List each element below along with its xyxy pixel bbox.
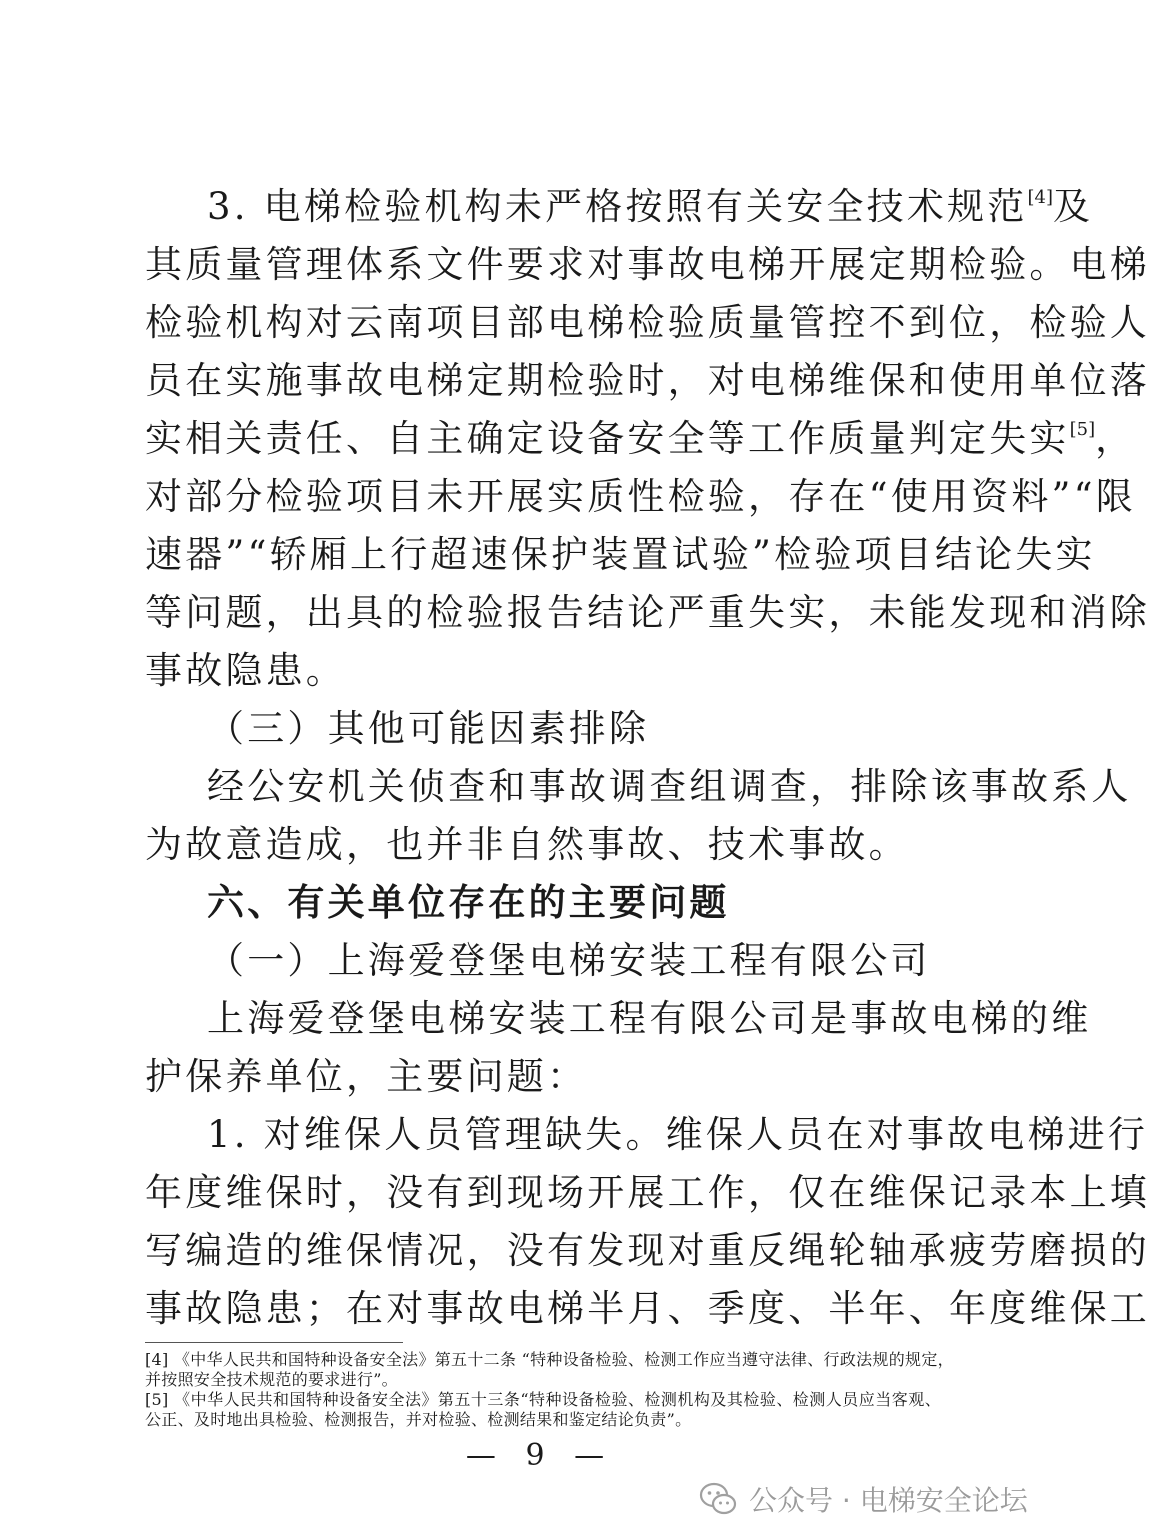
body-line: 年度维保时，没有到现场开展工作，仅在维保记录本上填 bbox=[145, 1171, 1150, 1214]
body-line: 事故隐患。 bbox=[145, 649, 346, 692]
footnote-line: [5] 《中华人民共和国特种设备安全法》第五十三条“特种设备检验、检测机构及其检验、检测人员应当客观、 bbox=[145, 1390, 941, 1409]
watermark bbox=[697, 1474, 1028, 1524]
wechat-icon bbox=[697, 1478, 739, 1520]
body-line: 事故隐患；在对事故电梯半月、季度、半年、年度维保工 bbox=[145, 1287, 1150, 1330]
body-line: 速器”“轿厢上行超速保护装置试验”检验项目结论失实 bbox=[145, 533, 1096, 576]
body-line: 检验机构对云南项目部电梯检验质量管控不到位，检验人 bbox=[145, 301, 1150, 344]
footnote-line: 公正、及时地出具检验、检测报告，并对检验、检测结果和鉴定结论负责”。 bbox=[145, 1410, 692, 1429]
footnote-divider bbox=[145, 1342, 403, 1343]
body-line: 上海爱登堡电梯安装工程有限公司是事故电梯的维 bbox=[207, 997, 1092, 1040]
body-line: 护保养单位，主要问题： bbox=[145, 1055, 588, 1098]
body-line: 写编造的维保情况，没有发现对重反绳轮轴承疲劳磨损的 bbox=[145, 1229, 1150, 1272]
section-heading: 六、有关单位存在的主要问题 bbox=[207, 881, 730, 924]
body-line: 实相关责任、自主确定设备安全等工作质量判定失实[5]， bbox=[145, 417, 1136, 460]
subsection-heading: （一）上海爱登堡电梯安装工程有限公司 bbox=[207, 939, 931, 982]
watermark-text: 公众号 · 电梯安全论坛 bbox=[749, 1484, 1028, 1517]
footnote-ref[interactable]: [4] bbox=[1027, 187, 1053, 208]
body-line: 对部分检验项目未开展实质性检验，存在“使用资料”“限 bbox=[145, 475, 1136, 518]
body-line: 员在实施事故电梯定期检验时，对电梯维保和使用单位落 bbox=[145, 359, 1150, 402]
body-line: 1. 对维保人员管理缺失。维保人员在对事故电梯进行 bbox=[207, 1113, 1149, 1156]
body-line: 经公安机关侦查和事故调查组调查，排除该事故系人 bbox=[207, 765, 1132, 808]
subsection-heading: （三）其他可能因素排除 bbox=[207, 707, 650, 750]
body-line: 3. 电梯检验机构未严格按照有关安全技术规范[4]及 bbox=[207, 185, 1094, 228]
footnote-line: 并按照安全技术规范的要求进行”。 bbox=[145, 1370, 398, 1389]
body-line: 为故意造成，也并非自然事故、技术事故。 bbox=[145, 823, 909, 866]
body-line: 其质量管理体系文件要求对事故电梯开展定期检验。电梯 bbox=[145, 243, 1150, 286]
page-number: — 9 — bbox=[465, 1438, 615, 1473]
footnote-ref[interactable]: [5] bbox=[1069, 419, 1096, 440]
footnote-line: [4] 《中华人民共和国特种设备安全法》第五十二条 “特种设备检验、检测工作应当遵守法律、行政法规的规定， bbox=[145, 1350, 954, 1369]
body-line: 等问题，出具的检验报告结论严重失实，未能发现和消除 bbox=[145, 591, 1150, 634]
